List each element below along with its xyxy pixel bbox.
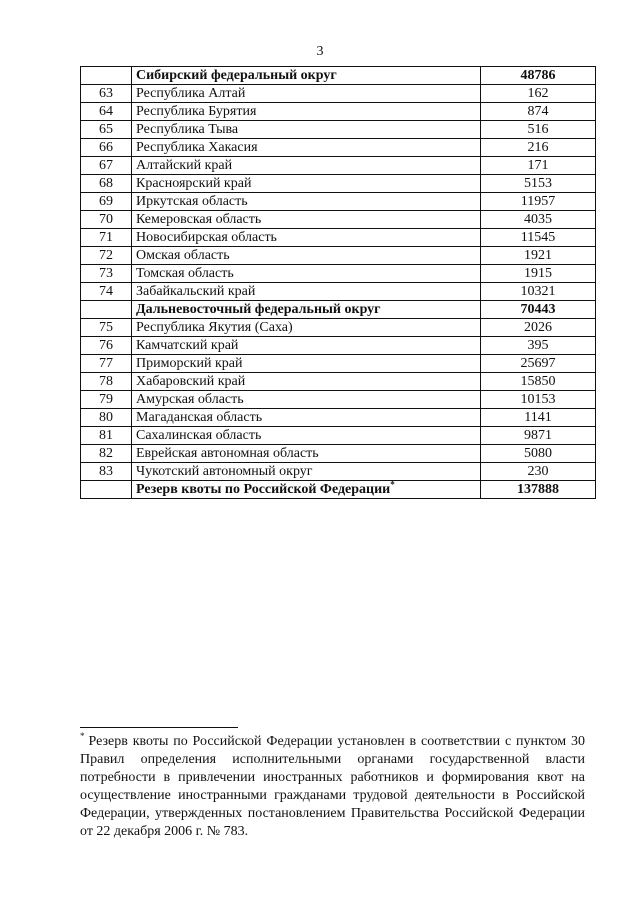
quota-value: 171 xyxy=(481,157,596,175)
row-number: 80 xyxy=(81,409,132,427)
footnote xyxy=(80,733,585,841)
table-row xyxy=(81,409,596,427)
region-name xyxy=(132,319,481,337)
row-number: 69 xyxy=(81,193,132,211)
quota-value: 10321 xyxy=(481,283,596,301)
row-number: 73 xyxy=(81,265,132,283)
table-row-subtotal xyxy=(81,481,596,499)
table-row xyxy=(81,337,596,355)
quota-value: 5080 xyxy=(481,445,596,463)
region-name xyxy=(132,103,481,121)
row-number: 67 xyxy=(81,157,132,175)
region-name xyxy=(132,337,481,355)
region-name-text: Новосибирская область xyxy=(136,230,277,245)
table-row-subtotal xyxy=(81,67,596,85)
table-row xyxy=(81,229,596,247)
table-row xyxy=(81,175,596,193)
footnote-divider xyxy=(80,727,238,728)
row-number: 64 xyxy=(81,103,132,121)
region-name xyxy=(132,463,481,481)
row-number: 74 xyxy=(81,283,132,301)
row-number: 68 xyxy=(81,175,132,193)
table-row xyxy=(81,463,596,481)
region-name xyxy=(132,409,481,427)
region-name xyxy=(132,193,481,211)
row-number: 83 xyxy=(81,463,132,481)
table-row xyxy=(81,319,596,337)
row-number: 79 xyxy=(81,391,132,409)
region-name xyxy=(132,355,481,373)
region-name-text: Сахалинская область xyxy=(136,428,262,443)
table-row xyxy=(81,247,596,265)
quota-value: 48786 xyxy=(481,67,596,85)
quota-value: 1915 xyxy=(481,265,596,283)
quota-value: 1141 xyxy=(481,409,596,427)
region-name xyxy=(132,247,481,265)
table-row xyxy=(81,445,596,463)
table-row xyxy=(81,85,596,103)
region-name-text: Кемеровская область xyxy=(136,212,262,227)
quota-value: 9871 xyxy=(481,427,596,445)
table-row xyxy=(81,193,596,211)
region-name xyxy=(132,157,481,175)
region-name-text: Республика Алтай xyxy=(136,86,246,101)
region-name-text: Приморский край xyxy=(136,356,243,371)
quota-table-body xyxy=(81,67,596,499)
quota-value: 162 xyxy=(481,85,596,103)
footnote-mark: * xyxy=(80,731,85,742)
row-number: 66 xyxy=(81,139,132,157)
region-name-text: Магаданская область xyxy=(136,410,263,425)
table-row xyxy=(81,373,596,391)
quota-value: 516 xyxy=(481,121,596,139)
quota-value: 25697 xyxy=(481,355,596,373)
region-name-text: Дальневосточный федеральный округ xyxy=(136,302,381,317)
quota-value: 4035 xyxy=(481,211,596,229)
quota-value: 10153 xyxy=(481,391,596,409)
table-row xyxy=(81,427,596,445)
row-number xyxy=(81,67,132,85)
quota-table xyxy=(80,66,596,499)
region-name xyxy=(132,445,481,463)
table-row xyxy=(81,283,596,301)
region-name-text: Забайкальский край xyxy=(136,284,256,299)
region-name xyxy=(132,283,481,301)
quota-value: 2026 xyxy=(481,319,596,337)
table-row-subtotal xyxy=(81,301,596,319)
row-number: 76 xyxy=(81,337,132,355)
region-name-text: Республика Хакасия xyxy=(136,140,258,155)
region-name xyxy=(132,265,481,283)
row-number: 72 xyxy=(81,247,132,265)
row-number xyxy=(81,301,132,319)
quota-value: 395 xyxy=(481,337,596,355)
region-name xyxy=(132,67,481,85)
region-name xyxy=(132,175,481,193)
row-number: 81 xyxy=(81,427,132,445)
region-name-text: Камчатский край xyxy=(136,338,239,353)
quota-value: 15850 xyxy=(481,373,596,391)
region-name xyxy=(132,301,481,319)
quota-value: 137888 xyxy=(481,481,596,499)
row-number: 63 xyxy=(81,85,132,103)
row-number xyxy=(81,481,132,499)
table-row xyxy=(81,157,596,175)
footnote-reference: * xyxy=(390,479,395,490)
footnote-text: Резерв квоты по Российской Федерации установлен в соответствии с пунктом 30 Правил определения исполнительными органами государственной власти потребности в привлечении иностранных работников и формирования квот на осуществление иностранными гражданами трудовой деятельности в Российской Федерации, утвержденных постановлением Правительства Российской Федерации от 22 декабря 2006 г. № 783. xyxy=(80,734,585,839)
row-number: 65 xyxy=(81,121,132,139)
table-row xyxy=(81,211,596,229)
region-name xyxy=(132,211,481,229)
quota-value: 1921 xyxy=(481,247,596,265)
row-number: 70 xyxy=(81,211,132,229)
table-row xyxy=(81,355,596,373)
region-name-text: Омская область xyxy=(136,248,230,263)
quota-value: 11957 xyxy=(481,193,596,211)
row-number: 82 xyxy=(81,445,132,463)
region-name-text: Красноярский край xyxy=(136,176,252,191)
region-name-text: Томская область xyxy=(136,266,234,281)
row-number: 71 xyxy=(81,229,132,247)
region-name xyxy=(132,229,481,247)
row-number: 75 xyxy=(81,319,132,337)
table-row xyxy=(81,103,596,121)
table-row xyxy=(81,391,596,409)
table-row xyxy=(81,265,596,283)
page-number: 3 xyxy=(316,44,324,59)
region-name-text: Алтайский край xyxy=(136,158,233,173)
row-number: 78 xyxy=(81,373,132,391)
region-name xyxy=(132,427,481,445)
region-name-text: Республика Тыва xyxy=(136,122,239,137)
region-name xyxy=(132,85,481,103)
region-name-text: Иркутская область xyxy=(136,194,248,209)
region-name-text: Хабаровский край xyxy=(136,374,246,389)
quota-value: 216 xyxy=(481,139,596,157)
region-name-text: Республика Бурятия xyxy=(136,104,257,119)
quota-value: 230 xyxy=(481,463,596,481)
region-name-text: Чукотский автономный округ xyxy=(136,464,313,479)
quota-value: 70443 xyxy=(481,301,596,319)
region-name-text: Республика Якутия (Саха) xyxy=(136,320,293,335)
region-name-text: Сибирский федеральный округ xyxy=(136,68,337,83)
table-row xyxy=(81,121,596,139)
region-name xyxy=(132,373,481,391)
region-name xyxy=(132,391,481,409)
region-name-text: Еврейская автономная область xyxy=(136,446,319,461)
region-name xyxy=(132,139,481,157)
region-name xyxy=(132,121,481,139)
row-number: 77 xyxy=(81,355,132,373)
table-row xyxy=(81,139,596,157)
region-name-text: Амурская область xyxy=(136,392,244,407)
quota-value: 5153 xyxy=(481,175,596,193)
region-name-text: Резерв квоты по Российской Федерации xyxy=(136,482,391,497)
region-name xyxy=(132,481,481,499)
quota-value: 874 xyxy=(481,103,596,121)
quota-value: 11545 xyxy=(481,229,596,247)
